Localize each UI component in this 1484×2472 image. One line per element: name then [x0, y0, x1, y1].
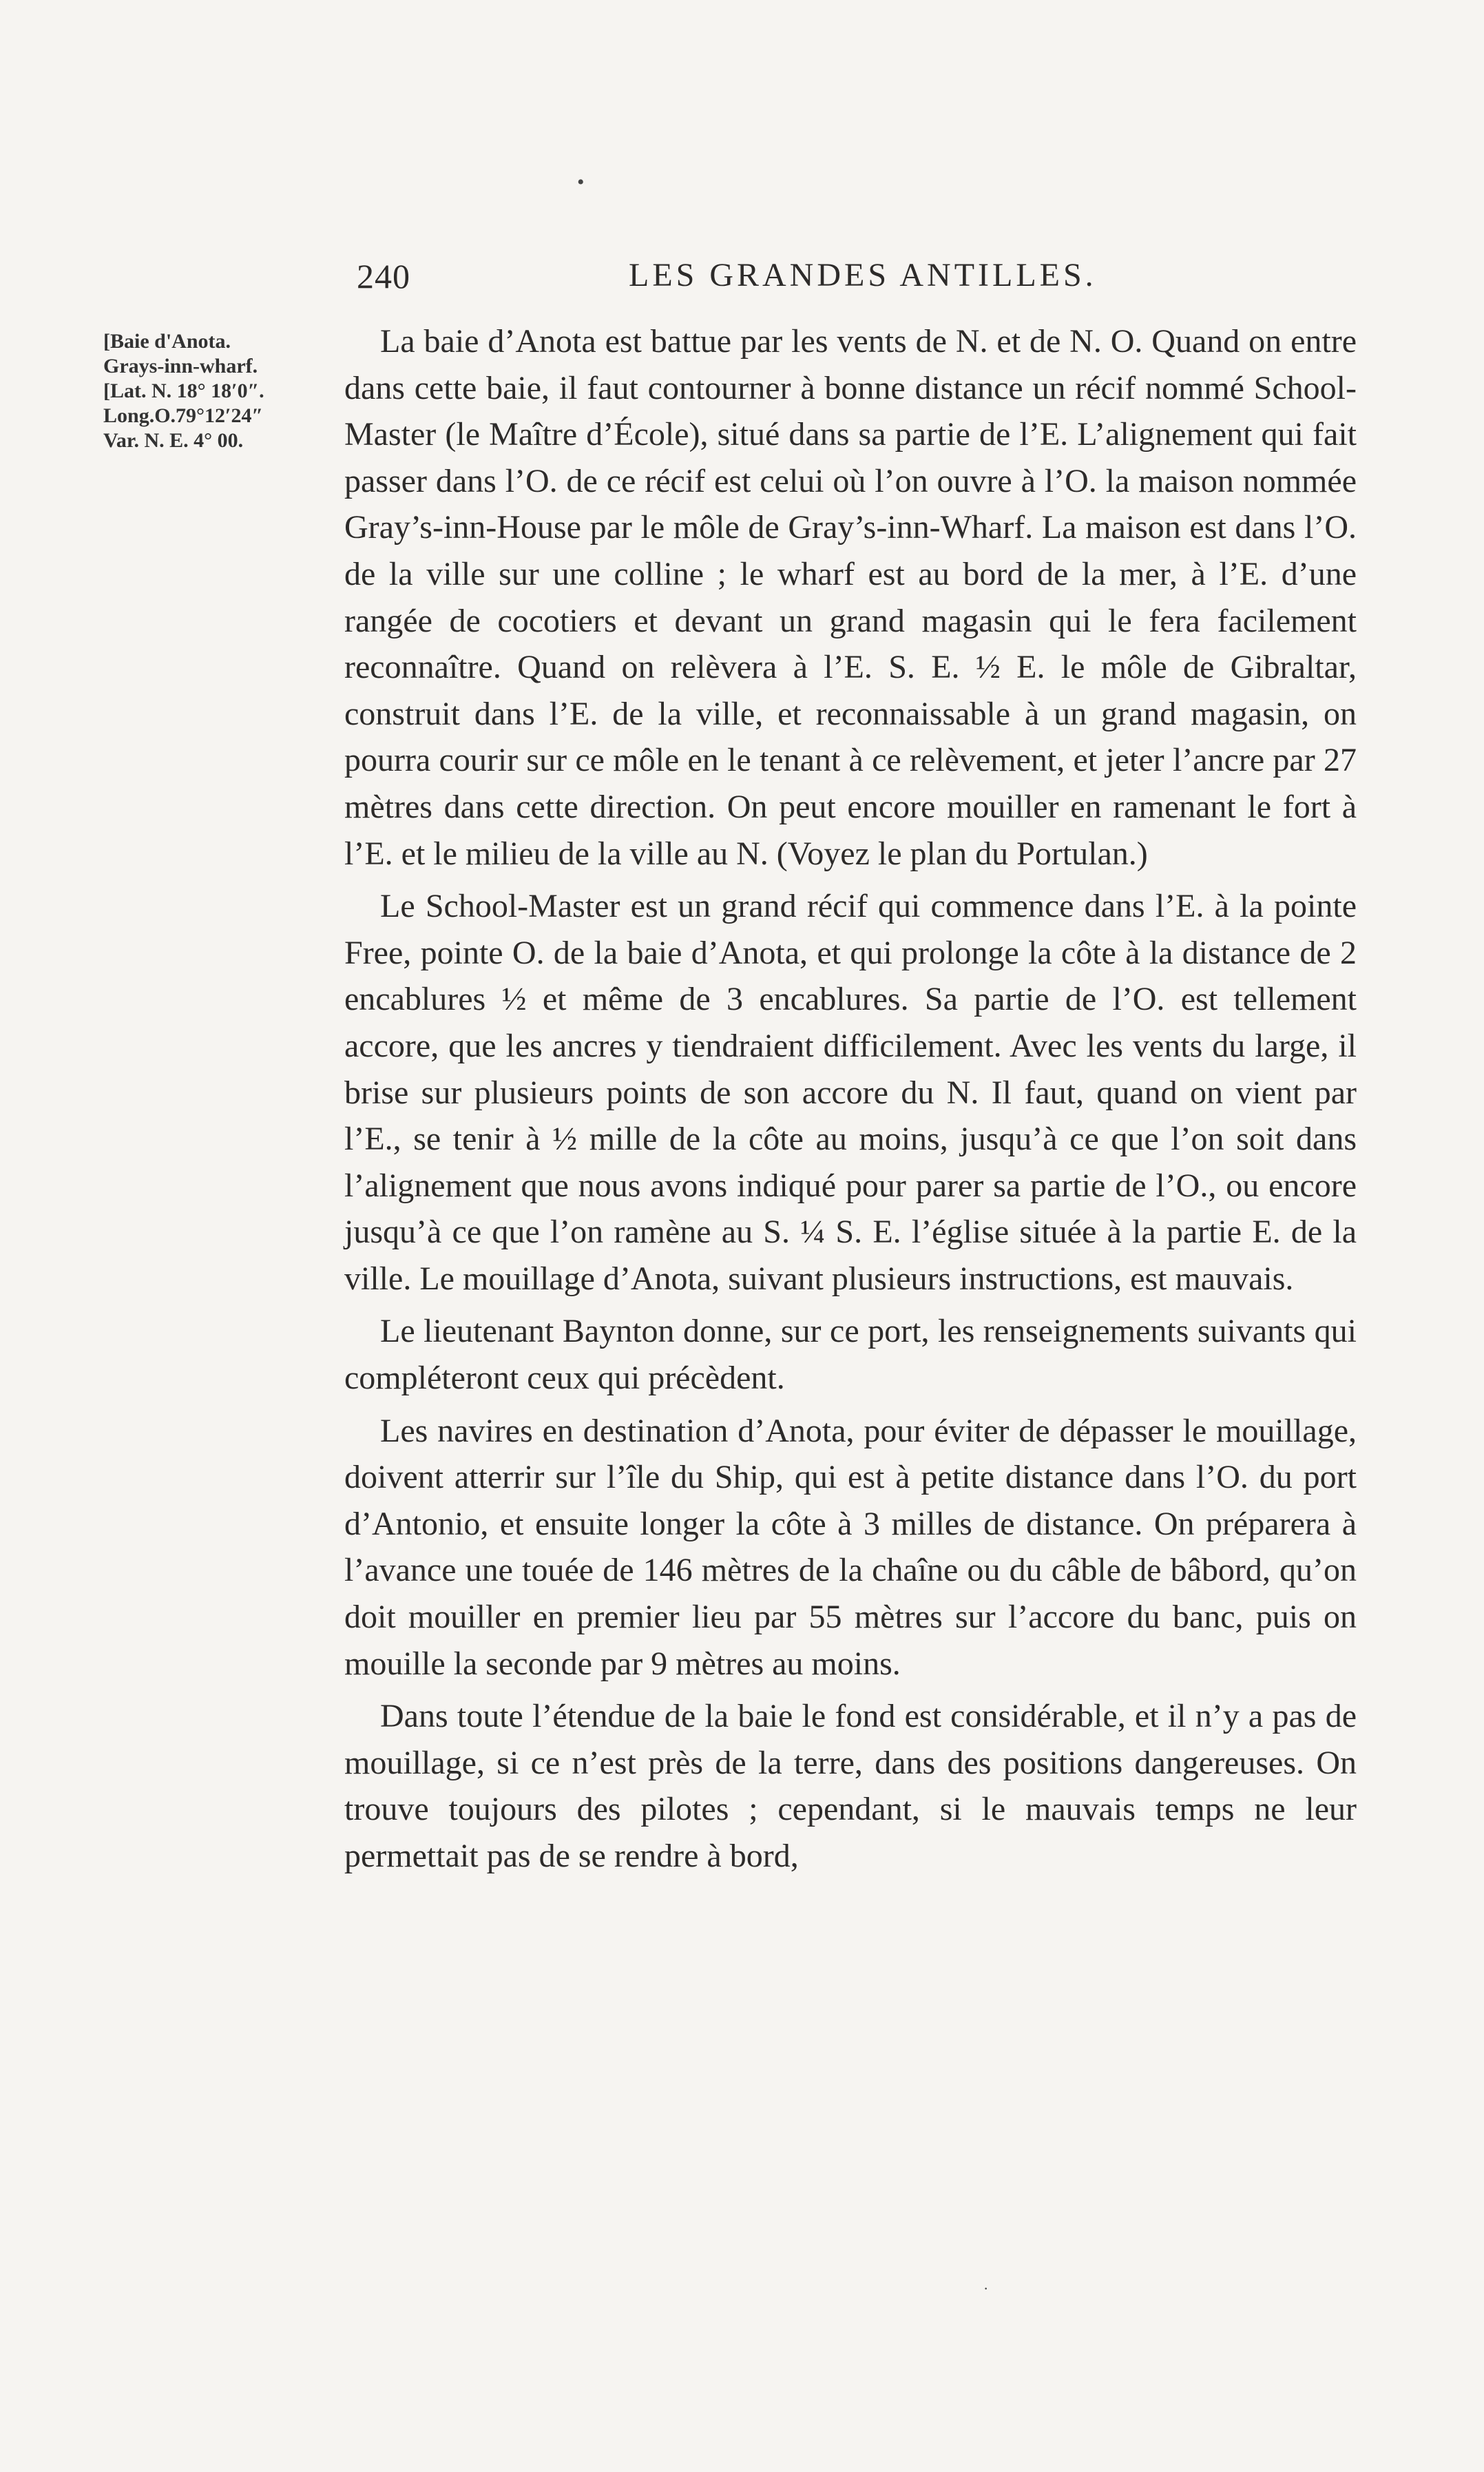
margin-note-line: Grays-inn-wharf. — [103, 355, 258, 377]
printer-mark-top: • — [577, 171, 585, 194]
running-title: LES GRANDES ANTILLES. — [629, 257, 1097, 293]
margin-note-line: [Baie d'Anota. — [103, 330, 231, 353]
printer-mark-bottom: · — [983, 2280, 989, 2297]
paragraph: Le School-Master est un grand récif qui commence dans l’E. à la pointe Free, pointe O. de la baie d’Anota, et qui prolonge la côte à la distance de 2 encablures ½ et même de 3 encablures. Sa partie de l’O. est tellement accore, que les ancres y tiendraient difficilement. Avec les vents du large, il brise sur plusieurs points de son accore du N. Il faut, quand on vient par l’E., se tenir à ½ mille de la côte au moins, jusqu’à ce que l’on soit dans l’alignement que nous avons indiqué pour parer sa partie de l’O., ou encore jusqu’à ce que l’on ramène au S. ¼ S. E. l’église située à la partie E. de la ville. Le mouillage d’Anota, suivant plusieurs instructions, est mauvais. — [344, 888, 1357, 1297]
margin-note-line: Long.O.79°12′24″ — [103, 404, 264, 427]
paragraph: Les navires en destination d’Anota, pour éviter de dépasser le mouillage, doivent atterrir sur l’île du Ship, qui est à petite distance dans l’O. du port d’Antonio, et ensuite longer la côte à 3 milles de distance. On préparera à l’avance une touée de 146 mètres de la chaîne ou du câble de bâbord, qu’on doit mouiller en premier lieu par 55 mètres sur l’accore du banc, puis on mouille la seconde par 9 mètres au moins. — [344, 1412, 1357, 1682]
margin-note — [103, 329, 341, 453]
page-number: 240 — [357, 257, 410, 295]
paragraph: Dans toute l’étendue de la baie le fond est considérable, et il n’y a pas de mouillage, si ce n’est près de la terre, dans des positions dangereuses. On trouve toujours des pilotes ; cependant, si le mauvais temps ne leur permettait pas de se rendre à bord, — [344, 1698, 1357, 1874]
margin-note-line: Var. N. E. 4° 00. — [103, 429, 244, 452]
paragraph: Le lieutenant Baynton donne, sur ce port, les renseignements suivants qui compléteront ceux qui précèdent. — [344, 1313, 1357, 1397]
paragraph: La baie d’Anota est battue par les vents de N. et de N. O. Quand on entre dans cette baie, il faut contourner à bonne distance un récif nommé School-Master (le Maître d’École), situé dans sa partie de l’E. L’alignement qui fait passer dans l’O. de ce récif est celui où l’on ouvre à l’O. la maison nommée Gray’s-inn-House par le môle de Gray’s-inn-Wharf. La maison est dans l’O. de la ville sur une colline ; le wharf est au bord de la mer, à l’E. d’une rangée de cocotiers et devant un grand magasin qui le fera facilement reconnaître. Quand on relèvera à l’E. S. E. ½ E. le môle de Gibraltar, construit dans l’E. de la ville, et reconnaissable à un grand magasin, on pourra courir sur ce môle en le tenant à ce relèvement, et jeter l’ancre par 27 mètres dans cette direction. On peut encore mouiller en ramenant le fort à l’E. et le milieu de la ville au N. (Voyez le plan du Portulan.) — [344, 323, 1357, 872]
body-text — [344, 318, 1357, 1886]
page-header — [357, 256, 1362, 304]
margin-note-line: [Lat. N. 18° 18′0″. — [103, 380, 264, 402]
